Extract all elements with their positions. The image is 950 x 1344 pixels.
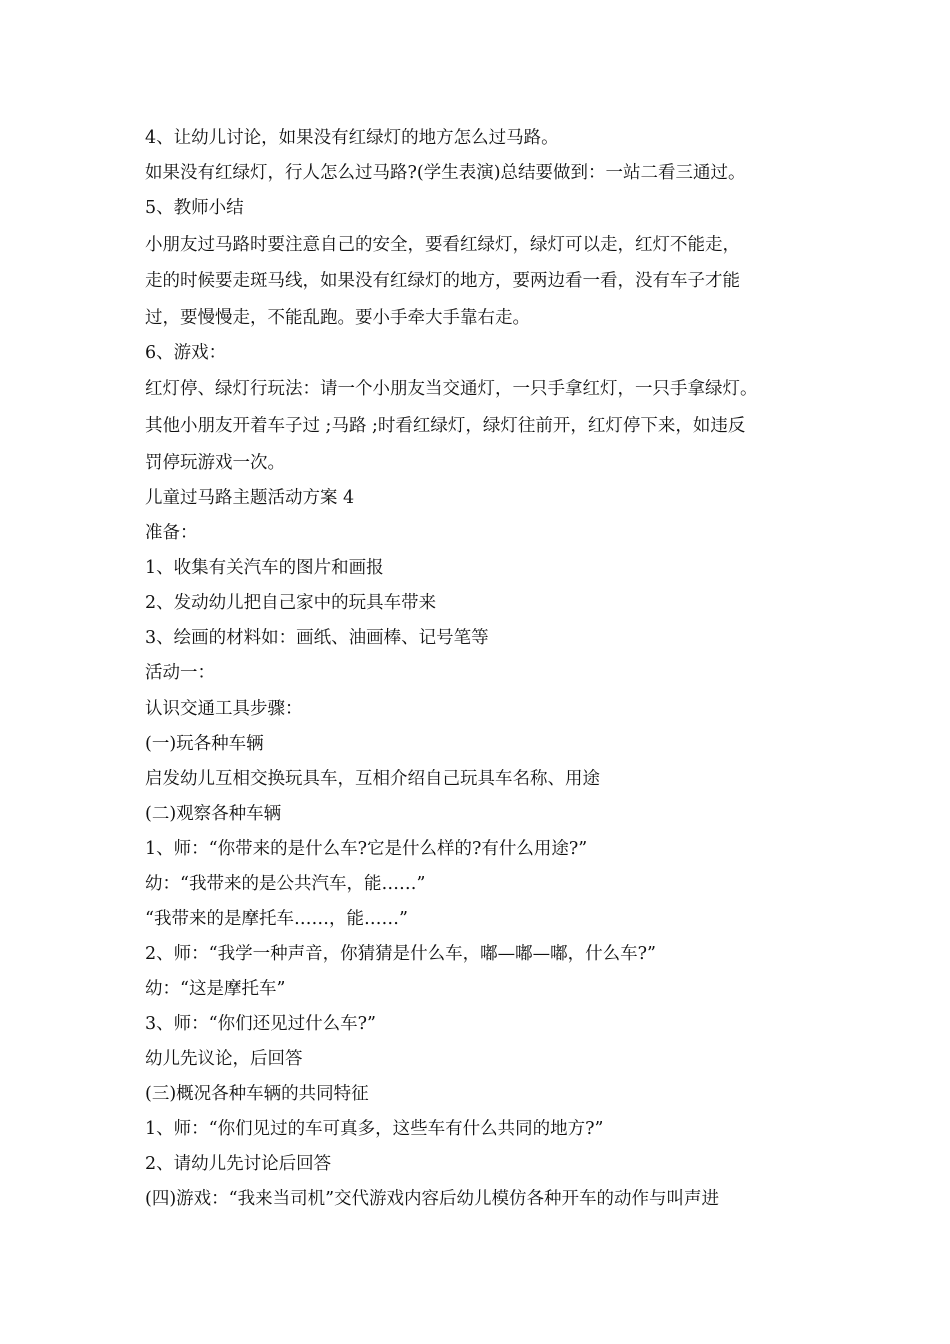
text-line: 6、游戏： [145, 343, 227, 363]
text-line: 1、师：“你们见过的车可真多，这些车有什么共同的地方?” [145, 1119, 604, 1139]
text-line: (三)概况各种车辆的共同特征 [145, 1084, 369, 1104]
text-line: 活动一： [145, 663, 215, 683]
text-line: 幼儿先议论，后回答 [145, 1049, 303, 1069]
text-line: “我带来的是摩托车……，能……” [145, 909, 408, 929]
section-heading: 儿童过马路主题活动方案 4 [145, 488, 355, 508]
text-line: 1、收集有关汽车的图片和画报 [145, 558, 384, 578]
text-line: 如果没有红绿灯，行人怎么过马路?(学生表演)总结要做到：一站二看三通过。 [145, 163, 746, 183]
text-line: 其他小朋友开着车子过 ;马路 ;时看红绿灯，绿灯往前开，红灯停下来，如违反 [145, 416, 746, 436]
text-line: 过，要慢慢走，不能乱跑。要小手牵大手靠右走。 [145, 308, 530, 328]
text-line: 小朋友过马路时要注意自己的安全，要看红绿灯，绿灯可以走，红灯不能走， [145, 235, 740, 255]
text-line: (一)玩各种车辆 [145, 734, 264, 754]
text-line: 3、师：“你们还见过什么车?” [145, 1014, 376, 1034]
text-line: 1、师：“你带来的是什么车?它是什么样的?有什么用途?” [145, 839, 588, 859]
text-line: 认识交通工具步骤： [145, 699, 303, 719]
text-line: 2、发动幼儿把自己家中的玩具车带来 [145, 593, 437, 613]
text-line: 准备： [145, 523, 198, 543]
text-line: (四)游戏：“我来当司机”交代游戏内容后幼儿模仿各种开车的动作与叫声进 [145, 1189, 720, 1209]
text-line: 2、请幼儿先讨论后回答 [145, 1154, 332, 1174]
text-line: 启发幼儿互相交换玩具车，互相介绍自己玩具车名称、用途 [145, 769, 600, 789]
text-line: (二)观察各种车辆 [145, 804, 282, 824]
text-line: 3、绘画的材料如：画纸、油画棒、记号笔等 [145, 628, 489, 648]
text-line: 5、教师小结 [145, 198, 244, 218]
text-line: 幼：“这是摩托车” [145, 979, 286, 999]
text-line: 罚停玩游戏一次。 [145, 453, 285, 473]
text-line: 幼：“我带来的是公共汽车，能……” [145, 874, 426, 894]
text-line: 4、让幼儿讨论，如果没有红绿灯的地方怎么过马路。 [145, 128, 559, 148]
text-line: 2、师：“我学一种声音，你猜猜是什么车，嘟—嘟—嘟，什么车?” [145, 944, 656, 964]
text-line: 红灯停、绿灯行玩法：请一个小朋友当交通灯，一只手拿红灯，一只手拿绿灯。 [145, 379, 758, 399]
text-line: 走的时候要走斑马线，如果没有红绿灯的地方，要两边看一看，没有车子才能 [145, 271, 740, 291]
